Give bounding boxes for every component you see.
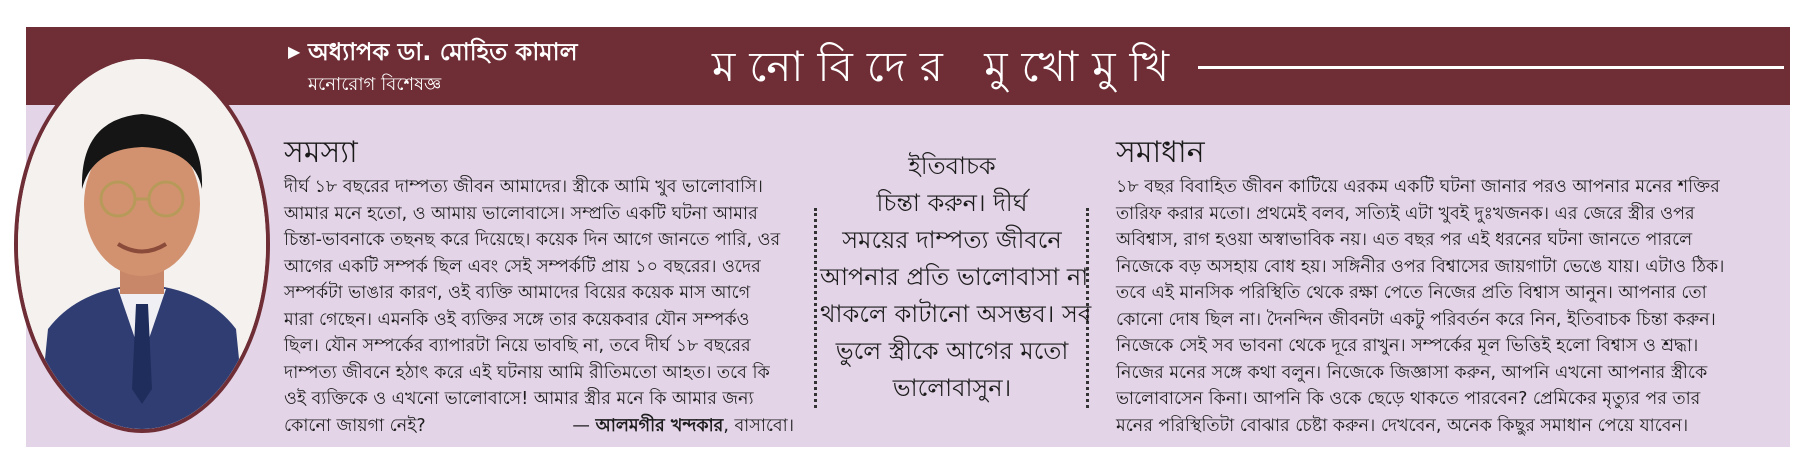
callout-line: সময়ের দাম্পত্য জীবনে xyxy=(842,226,1062,254)
solution-line: নিজেকে বড় অসহায় বোধ হয়। সঙ্গিনীর ওপর বিশ্বাসের জায়গাটা ভেঙে যায়। এটাও ঠিক। xyxy=(1116,256,1725,277)
signature-name: আলমগীর খন্দকার xyxy=(595,415,724,436)
solution-text xyxy=(1116,174,1776,439)
solution-line: নিজেকে সেই সব ভাবনা থেকে দূরে রাখুন। সম্পর্কের মূল ভিত্তিই হলো বিশ্বাস ও শ্রদ্ধা। xyxy=(1116,336,1699,356)
solution-line: ১৮ বছর বিবাহিত জীবন কাটিয়ে এরকম একটি ঘটনা জানার পরও আপনার মনের শক্তির xyxy=(1116,177,1720,197)
author-photo xyxy=(14,55,270,433)
callout-line: চিন্তা করুন। দীর্ঘ xyxy=(876,189,1028,217)
signature-place: , বাসাবো। xyxy=(723,415,794,436)
signature-dash: — xyxy=(572,415,590,436)
callout-left-divider xyxy=(814,208,817,408)
problem-line: দীর্ঘ ১৮ বছরের দাম্পত্য জীবন আমাদের। স্ত্রীকে আমি খুব ভালোবাসি। xyxy=(284,177,763,197)
callout-text xyxy=(820,148,1092,407)
problem-line: মারা গেছেন। এমনকি ওই ব্যক্তির সঙ্গে তার কয়েকবার যৌন সম্পর্কও xyxy=(284,309,750,330)
solution-line: ভালোবাসেন কিনা। আপনি কি ওকে ছেড়ে থাকতে পারবেন? প্রেমিকের মৃত্যুর পর তার xyxy=(1116,389,1701,409)
problem-line: সম্পর্কটা ভাঙার কারণ, ওই ব্যক্তি আমাদের বিয়ের কয়েক মাস আগে xyxy=(284,283,751,303)
solution-line: তবে এই মানসিক পরিস্থিতি থেকে রক্ষা পেতে নিজের প্রতি বিশ্বাস আনুন। আপনার তো xyxy=(1116,283,1707,303)
problem-line: চিন্তা-ভাবনাকে তছনছ করে দিয়েছে। কয়েক দিন আগে জানতে পারি, ওর xyxy=(284,230,781,250)
problem-line: দাম্পত্য জীবনে হঠাৎ করে এই ঘটনায় আমি রীতিমতো আহত। তবে কি xyxy=(284,362,770,383)
problem-line: কোনো জায়গা নেই? xyxy=(284,415,426,436)
solution-line: মনের পরিস্থিতিটা বোঝার চেষ্টা করুন। দেখবেন, অনেক কিছুর সমাধান পেয়ে যাবেন। xyxy=(1116,415,1689,436)
problem-line: ছিল। যৌন সম্পর্কের ব্যাপারটা নিয়ে ভাবছি না, তবে দীর্ঘ ১৮ বছরের xyxy=(284,336,751,356)
callout-line: ভালোবাসুন। xyxy=(892,374,1012,402)
callout-line: থাকলে কাটানো অসম্ভব। সব xyxy=(820,300,1092,328)
callout-line: ভুলে স্ত্রীকে আগের মতো xyxy=(835,337,1069,365)
solution-heading: সমাধান xyxy=(1116,135,1205,170)
title-rule xyxy=(1198,66,1784,69)
problem-last-line xyxy=(284,413,794,440)
solution-line: অবিশ্বাস, রাগ হওয়া অস্বাভাবিক নয়। এত বছর পর এই ধরনের ঘটনা জানতে পারলে xyxy=(1116,230,1693,250)
problem-line: আগের একটি সম্পর্ক ছিল এবং সেই সম্পর্কটি প্রায় ১০ বছরের। ওদের xyxy=(284,256,761,277)
problem-line: আমার মনে হতো, ও আমায় ভালোবাসে। সম্প্রতি একটি ঘটনা আমার xyxy=(284,203,758,224)
solution-line: তারিফ করার মতো। প্রথমেই বলব, সত্যিই এটা খুবই দুঃখজনক। এর জেরে স্ত্রীর ওপর xyxy=(1116,203,1695,224)
callout-line: আপনার প্রতি ভালোবাসা না xyxy=(820,263,1089,291)
callout-line: ইতিবাচক xyxy=(908,152,996,180)
author-name: অধ্যাপক ডা. মোহিত কামাল xyxy=(308,38,578,66)
signature xyxy=(572,413,794,440)
solution-line: কোনো দোষ ছিল না। দৈনন্দিন জীবনটা একটু পরিবর্তন করে নিন, ইতিবাচক চিন্তা করুন। xyxy=(1116,309,1716,330)
problem-heading: সমস্যা xyxy=(284,135,358,170)
section-title: মনোবিদের মুখোমুখি xyxy=(712,42,1184,91)
solution-line: নিজের মনের সঙ্গে কথা বলুন। নিজেকে জিজ্ঞাসা করুন, আপনি এখনো আপনার স্ত্রীকে xyxy=(1116,362,1708,383)
problem-text xyxy=(284,174,804,439)
play-arrow-icon: ▶ xyxy=(288,42,301,61)
problem-line: ওই ব্যক্তিকে ও এখনো ভালোবাসে! আমার স্ত্রীর মনে কি আমার জন্য xyxy=(284,389,754,409)
author-role: মনোরোগ বিশেষজ্ঞ xyxy=(308,74,442,95)
